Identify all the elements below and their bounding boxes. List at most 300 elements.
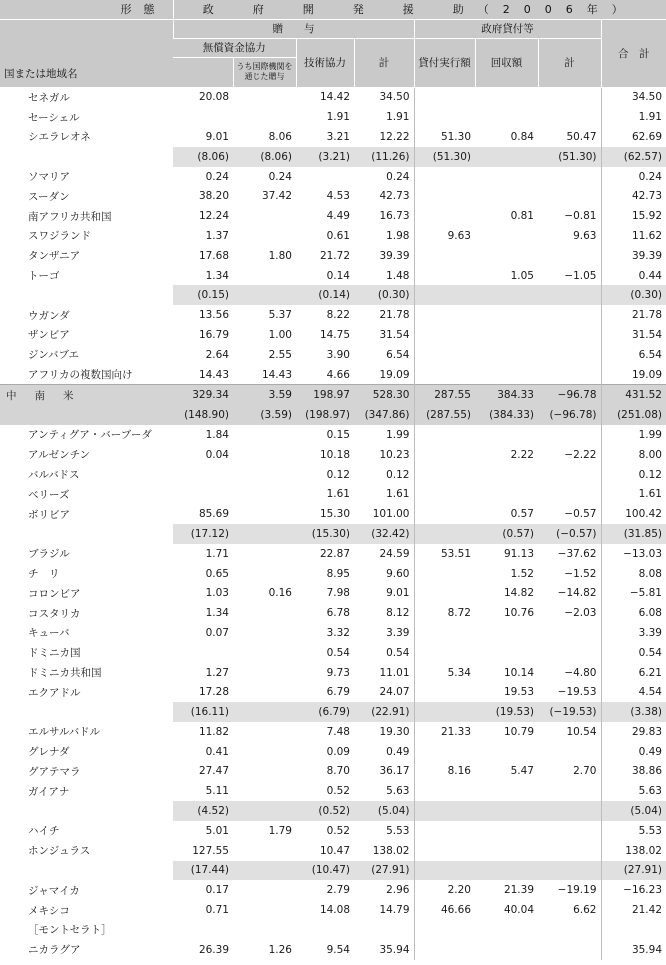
- cell-via-intl: [233, 544, 296, 564]
- cell-recovered: [475, 285, 538, 305]
- cell-total: 3.39: [601, 623, 666, 643]
- country-name: シエラレオネ: [28, 131, 91, 144]
- cell-loan-exec: [414, 682, 475, 702]
- cell-loan-subtotal: [538, 465, 601, 485]
- cell-loan-exec: 287.55: [414, 385, 475, 405]
- cell-total: 6.08: [601, 603, 666, 623]
- table-row-parenthetical: [0, 801, 666, 821]
- table-row: [0, 841, 666, 861]
- country-name: セネガル: [28, 91, 70, 104]
- cell-total: 34.50: [601, 87, 666, 107]
- cell-recovered: [475, 186, 538, 206]
- cell-via-intl: [233, 762, 296, 782]
- cell-grant-aid: 329.34: [173, 385, 233, 405]
- grant-subtotal-header: 計: [354, 38, 414, 87]
- cell-loan-subtotal: [538, 801, 601, 821]
- cell-recovered: [475, 841, 538, 861]
- cell-grant-subtotal: 0.24: [386, 170, 410, 183]
- cell-grant-subtotal: 5.63: [386, 785, 410, 798]
- table-row: [0, 623, 666, 643]
- cell-total: 138.02: [601, 841, 666, 861]
- cell-loan-subtotal: −0.57: [564, 508, 597, 521]
- cell-tech-coop: [296, 920, 354, 940]
- cell-grant-aid: 20.08: [198, 91, 229, 104]
- cell-total: 4.54: [601, 682, 666, 702]
- cell-grant-subtotal: 9.01: [386, 587, 410, 600]
- cell-loan-exec: 51.30: [414, 127, 475, 147]
- country-name: スーダン: [28, 190, 70, 203]
- cell-loan-exec: [414, 285, 475, 305]
- cell-tech-coop: (10.47): [296, 861, 354, 881]
- cell-loan-subtotal: [538, 623, 601, 643]
- table-row: [0, 781, 666, 801]
- country-name: [0, 405, 173, 425]
- cell-grant-subtotal: 9.60: [386, 567, 410, 580]
- cell-loan-exec: [414, 305, 475, 325]
- country-name: [0, 861, 173, 881]
- cell-recovered: [475, 801, 538, 821]
- cell-grant-aid: 0.07: [205, 626, 229, 639]
- table-row: [0, 186, 666, 206]
- cell-via-intl: [233, 524, 296, 544]
- cell-total: 100.42: [601, 504, 666, 524]
- table-row: [0, 87, 666, 107]
- cell-grant-aid: 1.34: [205, 607, 229, 620]
- cell-grant-subtotal: 14.79: [379, 904, 410, 917]
- cell-via-intl: [233, 920, 296, 940]
- cell-grant-subtotal: 34.50: [379, 91, 410, 104]
- cell-tech-coop: (198.97): [296, 405, 354, 425]
- cell-tech-coop: 0.54: [326, 646, 350, 659]
- cell-recovered: [475, 246, 538, 266]
- cell-tech-coop: 1.61: [326, 488, 350, 501]
- cell-via-intl: [233, 801, 296, 821]
- cell-loan-subtotal: [538, 821, 601, 841]
- cell-recovered: 384.33: [475, 385, 538, 405]
- cell-tech-coop: 7.98: [326, 587, 350, 600]
- cell-recovered: [475, 940, 538, 960]
- country-name: トーゴ: [28, 270, 60, 283]
- cell-total: 8.00: [601, 445, 666, 465]
- table-row: [0, 821, 666, 841]
- cell-grant-aid: 27.47: [198, 765, 229, 778]
- cell-loan-exec: [414, 325, 475, 345]
- country-name: ホンジュラス: [28, 845, 91, 858]
- cell-via-intl: 5.37: [268, 309, 292, 322]
- cell-grant-aid: [173, 643, 233, 663]
- cell-total: 0.49: [601, 742, 666, 762]
- table-row: [0, 682, 666, 702]
- cell-grant-aid: 9.01: [205, 130, 229, 143]
- cell-via-intl: [233, 107, 296, 127]
- cell-grant-aid: 0.71: [205, 904, 229, 917]
- cell-tech-coop: 1.91: [326, 111, 350, 124]
- cell-loan-exec: 46.66: [414, 900, 475, 920]
- cell-grant-aid: (16.11): [173, 702, 233, 722]
- cell-loan-subtotal: [538, 425, 601, 445]
- cell-loan-subtotal: [538, 841, 601, 861]
- cell-loan-exec: [414, 861, 475, 881]
- cell-loan-subtotal: [538, 742, 601, 762]
- cell-loan-exec: [414, 445, 475, 465]
- cell-grant-aid: 12.24: [198, 210, 229, 223]
- country-name: [0, 147, 173, 167]
- total-header: 合 計: [601, 19, 666, 87]
- cell-grant-aid: 17.28: [198, 686, 229, 699]
- cell-tech-coop: 4.66: [326, 368, 350, 381]
- via-intl-header: うち国際機関を通じた贈与: [233, 57, 296, 87]
- cell-tech-coop: [296, 167, 354, 187]
- cell-loan-exec: [414, 742, 475, 762]
- cell-loan-subtotal: (−0.57): [538, 524, 601, 544]
- cell-loan-subtotal: [538, 365, 601, 385]
- cell-grant-aid: (17.12): [173, 524, 233, 544]
- cell-recovered: 21.39: [503, 884, 534, 897]
- cell-loan-subtotal: [538, 167, 601, 187]
- cell-loan-exec: [414, 345, 475, 365]
- cell-grant-subtotal: 31.54: [379, 328, 410, 341]
- cell-tech-coop: (15.30): [296, 524, 354, 544]
- country-name: コスタリカ: [28, 607, 81, 620]
- country-name: グレナダ: [28, 746, 70, 759]
- cell-recovered: [475, 325, 538, 345]
- cell-via-intl: [233, 900, 296, 920]
- cell-tech-coop: 22.87: [319, 547, 350, 560]
- cell-grant-aid: 1.71: [205, 547, 229, 560]
- loan-exec-header: 貸付実行額: [414, 38, 475, 87]
- cell-grant-subtotal: (32.42): [354, 524, 414, 544]
- cell-grant-aid: [173, 107, 233, 127]
- cell-total: 431.52: [601, 385, 666, 405]
- cell-tech-coop: 14.75: [319, 328, 350, 341]
- cell-recovered: [475, 167, 538, 187]
- cell-recovered: [475, 87, 538, 107]
- cell-total: 21.42: [601, 900, 666, 920]
- cell-via-intl: 0.16: [268, 587, 292, 600]
- country-name: ウガンダ: [28, 309, 70, 322]
- cell-recovered: 10.79: [503, 725, 534, 738]
- cell-grant-aid: 0.65: [205, 567, 229, 580]
- cell-loan-exec: [414, 623, 475, 643]
- cell-grant-subtotal: 1.91: [386, 111, 410, 124]
- country-name: 南アフリカ共和国: [28, 210, 112, 223]
- cell-grant-subtotal: 24.59: [379, 547, 410, 560]
- cell-via-intl: 37.42: [261, 190, 292, 203]
- cell-grant-subtotal: 1.98: [386, 229, 410, 242]
- cell-via-intl: [233, 623, 296, 643]
- cell-via-intl: [233, 682, 296, 702]
- cell-loan-exec: [414, 920, 475, 940]
- cell-total: 31.54: [601, 325, 666, 345]
- table-row: [0, 325, 666, 345]
- country-name: ニカラグア: [28, 944, 81, 957]
- cell-total: 6.54: [601, 345, 666, 365]
- cell-total: 1.99: [601, 425, 666, 445]
- cell-grant-aid: 5.01: [205, 824, 229, 837]
- cell-recovered: [475, 365, 538, 385]
- cell-tech-coop: 3.21: [326, 130, 350, 143]
- table-row: [0, 266, 666, 286]
- cell-loan-subtotal: (−96.78): [538, 405, 601, 425]
- cell-loan-subtotal: (−19.53): [538, 702, 601, 722]
- table-row: [0, 484, 666, 504]
- cell-loan-exec: [414, 206, 475, 226]
- cell-grant-subtotal: 16.73: [379, 210, 410, 223]
- cell-recovered: [475, 781, 538, 801]
- cell-grant-aid: 1.03: [205, 587, 229, 600]
- cell-grant-subtotal: 19.09: [379, 368, 410, 381]
- cell-total: (3.38): [601, 702, 666, 722]
- cell-loan-exec: 2.20: [414, 880, 475, 900]
- cell-recovered: 2.22: [510, 448, 534, 461]
- cell-grant-aid: 11.82: [198, 725, 229, 738]
- cell-total: −16.23: [601, 880, 666, 900]
- table-row: [0, 722, 666, 742]
- cell-tech-coop: 4.49: [326, 210, 350, 223]
- cell-grant-subtotal: 528.30: [354, 385, 414, 405]
- country-name: キューバ: [28, 627, 70, 640]
- cell-recovered: 5.47: [510, 765, 534, 778]
- cell-via-intl: 1.79: [268, 824, 292, 837]
- cell-loan-subtotal: [538, 484, 601, 504]
- cell-recovered: 40.04: [503, 904, 534, 917]
- cell-via-intl: [233, 603, 296, 623]
- table-row: [0, 305, 666, 325]
- table-row: [0, 365, 666, 385]
- cell-via-intl: 14.43: [261, 368, 292, 381]
- cell-total: 5.53: [601, 821, 666, 841]
- cell-tech-coop: 0.52: [326, 785, 350, 798]
- table-row: [0, 940, 666, 960]
- cell-recovered: [475, 821, 538, 841]
- cell-recovered: [475, 345, 538, 365]
- cell-tech-coop: 0.61: [326, 229, 350, 242]
- cell-grant-subtotal: (347.86): [354, 405, 414, 425]
- cell-via-intl: [233, 504, 296, 524]
- cell-total: 1.61: [601, 484, 666, 504]
- cell-via-intl: [233, 841, 296, 861]
- cell-via-intl: 2.55: [268, 348, 292, 361]
- cell-loan-exec: [414, 524, 475, 544]
- cell-grant-aid: 127.55: [192, 844, 229, 857]
- gov-loans-header: 政府貸付等: [414, 19, 601, 38]
- cell-recovered: [475, 920, 538, 940]
- cell-recovered: [475, 147, 538, 167]
- cell-recovered: 10.76: [503, 607, 534, 620]
- cell-tech-coop: 3.90: [326, 348, 350, 361]
- cell-loan-subtotal: −1.52: [564, 567, 597, 580]
- cell-grant-subtotal: (27.91): [354, 861, 414, 881]
- cell-loan-exec: [414, 87, 475, 107]
- country-name: アルゼンチン: [28, 449, 91, 462]
- country-name: ブラジル: [28, 548, 70, 561]
- cell-loan-subtotal: [538, 285, 601, 305]
- country-name: [0, 702, 173, 722]
- table-row: [0, 167, 666, 187]
- cell-loan-exec: 53.51: [414, 544, 475, 564]
- cell-grant-aid: 2.64: [205, 348, 229, 361]
- table-row: [0, 107, 666, 127]
- cell-grant-subtotal: 0.54: [386, 646, 410, 659]
- cell-tech-coop: 0.15: [326, 428, 350, 441]
- cell-grant-subtotal: 138.02: [372, 844, 410, 857]
- country-name: ハイチ: [28, 825, 60, 838]
- cell-loan-exec: [414, 246, 475, 266]
- cell-loan-subtotal: [538, 305, 601, 325]
- cell-total: 38.86: [601, 762, 666, 782]
- cell-loan-exec: 5.34: [414, 663, 475, 683]
- cell-recovered: 10.14: [503, 666, 534, 679]
- cell-loan-subtotal: −19.19: [557, 884, 597, 897]
- cell-total: (27.91): [601, 861, 666, 881]
- cell-via-intl: [233, 742, 296, 762]
- country-name: [0, 285, 173, 305]
- cell-grant-subtotal: 1.61: [386, 488, 410, 501]
- cell-total: 35.94: [601, 940, 666, 960]
- table-row: [0, 920, 666, 940]
- cell-via-intl: 1.80: [268, 249, 292, 262]
- cell-via-intl: [233, 861, 296, 881]
- cell-grant-aid: [173, 484, 233, 504]
- cell-loan-subtotal: −19.53: [557, 686, 597, 699]
- cell-grant-aid: 0.24: [205, 170, 229, 183]
- table-row: [0, 206, 666, 226]
- cell-tech-coop: 4.53: [326, 190, 350, 203]
- cell-loan-subtotal: 2.70: [573, 765, 597, 778]
- cell-recovered: [475, 226, 538, 246]
- cell-total: (0.30): [601, 285, 666, 305]
- cell-loan-exec: [414, 365, 475, 385]
- cell-via-intl: [233, 206, 296, 226]
- cell-total: 62.69: [601, 127, 666, 147]
- cell-grant-aid: 14.43: [198, 368, 229, 381]
- cell-via-intl: [233, 465, 296, 485]
- table-row: [0, 465, 666, 485]
- cell-grant-aid: 0.41: [205, 745, 229, 758]
- cell-loan-exec: 8.72: [414, 603, 475, 623]
- cell-via-intl: [233, 87, 296, 107]
- table-row: [0, 345, 666, 365]
- cell-loan-subtotal: [538, 643, 601, 663]
- cell-loan-exec: [414, 186, 475, 206]
- table-row-parenthetical: [0, 861, 666, 881]
- cell-loan-subtotal: −0.81: [564, 210, 597, 223]
- cell-loan-subtotal: 6.62: [573, 904, 597, 917]
- cell-via-intl: [233, 702, 296, 722]
- cell-grant-subtotal: 6.54: [386, 348, 410, 361]
- cell-grant-aid: 1.84: [205, 428, 229, 441]
- cell-tech-coop: 14.08: [319, 904, 350, 917]
- cell-loan-subtotal: −37.62: [557, 547, 597, 560]
- cell-via-intl: 3.59: [233, 385, 296, 405]
- cell-grant-aid: 85.69: [198, 508, 229, 521]
- cell-total: (5.04): [601, 801, 666, 821]
- cell-loan-subtotal: [538, 781, 601, 801]
- cell-grant-subtotal: 35.94: [379, 943, 410, 956]
- country-name: タンザニア: [28, 250, 81, 263]
- cell-total: 6.21: [601, 663, 666, 683]
- cell-loan-exec: (51.30): [414, 147, 475, 167]
- country-name: エクアドル: [28, 686, 81, 699]
- region-column-header: 国または地域名: [0, 19, 173, 87]
- cell-total: (251.08): [601, 405, 666, 425]
- table-row: [0, 544, 666, 564]
- cell-via-intl: 0.24: [268, 170, 292, 183]
- cell-recovered: 0.84: [510, 130, 534, 143]
- cell-grant-aid: 0.17: [205, 884, 229, 897]
- cell-loan-exec: 9.63: [414, 226, 475, 246]
- country-name: ジャマイカ: [28, 884, 80, 897]
- cell-total: (31.85): [601, 524, 666, 544]
- table-row: [0, 603, 666, 623]
- country-name: ソマリア: [28, 171, 70, 184]
- recovered-header: 回収額: [475, 38, 538, 87]
- cell-loan-subtotal: (51.30): [538, 147, 601, 167]
- cell-grant-subtotal: 101.00: [372, 508, 410, 521]
- table-row-parenthetical: [0, 524, 666, 544]
- cell-grant-subtotal: (22.91): [354, 702, 414, 722]
- cell-via-intl: [233, 663, 296, 683]
- cell-loan-exec: [414, 801, 475, 821]
- country-name: 中南米: [0, 385, 173, 405]
- cell-recovered: [475, 861, 538, 881]
- cell-grant-subtotal: 5.53: [386, 824, 410, 837]
- cell-recovered: 1.52: [510, 567, 534, 580]
- cell-tech-coop: (0.14): [296, 285, 354, 305]
- cell-recovered: [475, 305, 538, 325]
- table-title: 政 府 開 発 援 助（2006年）: [173, 0, 666, 19]
- cell-total: 19.09: [601, 365, 666, 385]
- cell-grant-aid: [173, 465, 233, 485]
- cell-loan-exec: [414, 821, 475, 841]
- cell-grant-subtotal: 12.22: [379, 130, 410, 143]
- cell-grant-subtotal: 0.12: [386, 468, 410, 481]
- cell-total: 5.63: [601, 781, 666, 801]
- cell-loan-subtotal: 50.47: [566, 130, 597, 143]
- cell-loan-subtotal: −2.22: [564, 448, 597, 461]
- cell-recovered: 19.53: [503, 686, 534, 699]
- cell-grant-subtotal: 42.73: [379, 190, 410, 203]
- cell-loan-exec: [414, 484, 475, 504]
- cell-tech-coop: 8.95: [326, 567, 350, 580]
- cell-loan-exec: 21.33: [414, 722, 475, 742]
- cell-loan-subtotal: 9.63: [573, 229, 597, 242]
- cell-grant-subtotal: 1.99: [386, 428, 410, 441]
- country-name: セーシェル: [28, 111, 80, 124]
- country-name: スワジランド: [28, 230, 91, 243]
- cell-tech-coop: (0.52): [296, 801, 354, 821]
- cell-tech-coop: 7.48: [326, 725, 350, 738]
- cell-total: [601, 920, 666, 940]
- cell-total: 8.08: [601, 564, 666, 584]
- cell-loan-exec: (287.55): [414, 405, 475, 425]
- table-row: [0, 742, 666, 762]
- cell-tech-coop: 10.18: [319, 448, 350, 461]
- cell-loan-exec: [414, 841, 475, 861]
- table-row: [0, 564, 666, 584]
- cell-grant-subtotal: 11.01: [379, 666, 410, 679]
- cell-via-intl: [233, 484, 296, 504]
- cell-recovered: [475, 484, 538, 504]
- cell-loan-subtotal: −4.80: [564, 666, 597, 679]
- cell-grant-aid: 5.11: [205, 785, 229, 798]
- cell-total: 21.78: [601, 305, 666, 325]
- cell-loan-subtotal: [538, 87, 601, 107]
- country-name: ベリーズ: [28, 488, 70, 501]
- cell-total: −5.81: [601, 583, 666, 603]
- cell-loan-exec: [414, 643, 475, 663]
- cell-tech-coop: 8.22: [326, 309, 350, 322]
